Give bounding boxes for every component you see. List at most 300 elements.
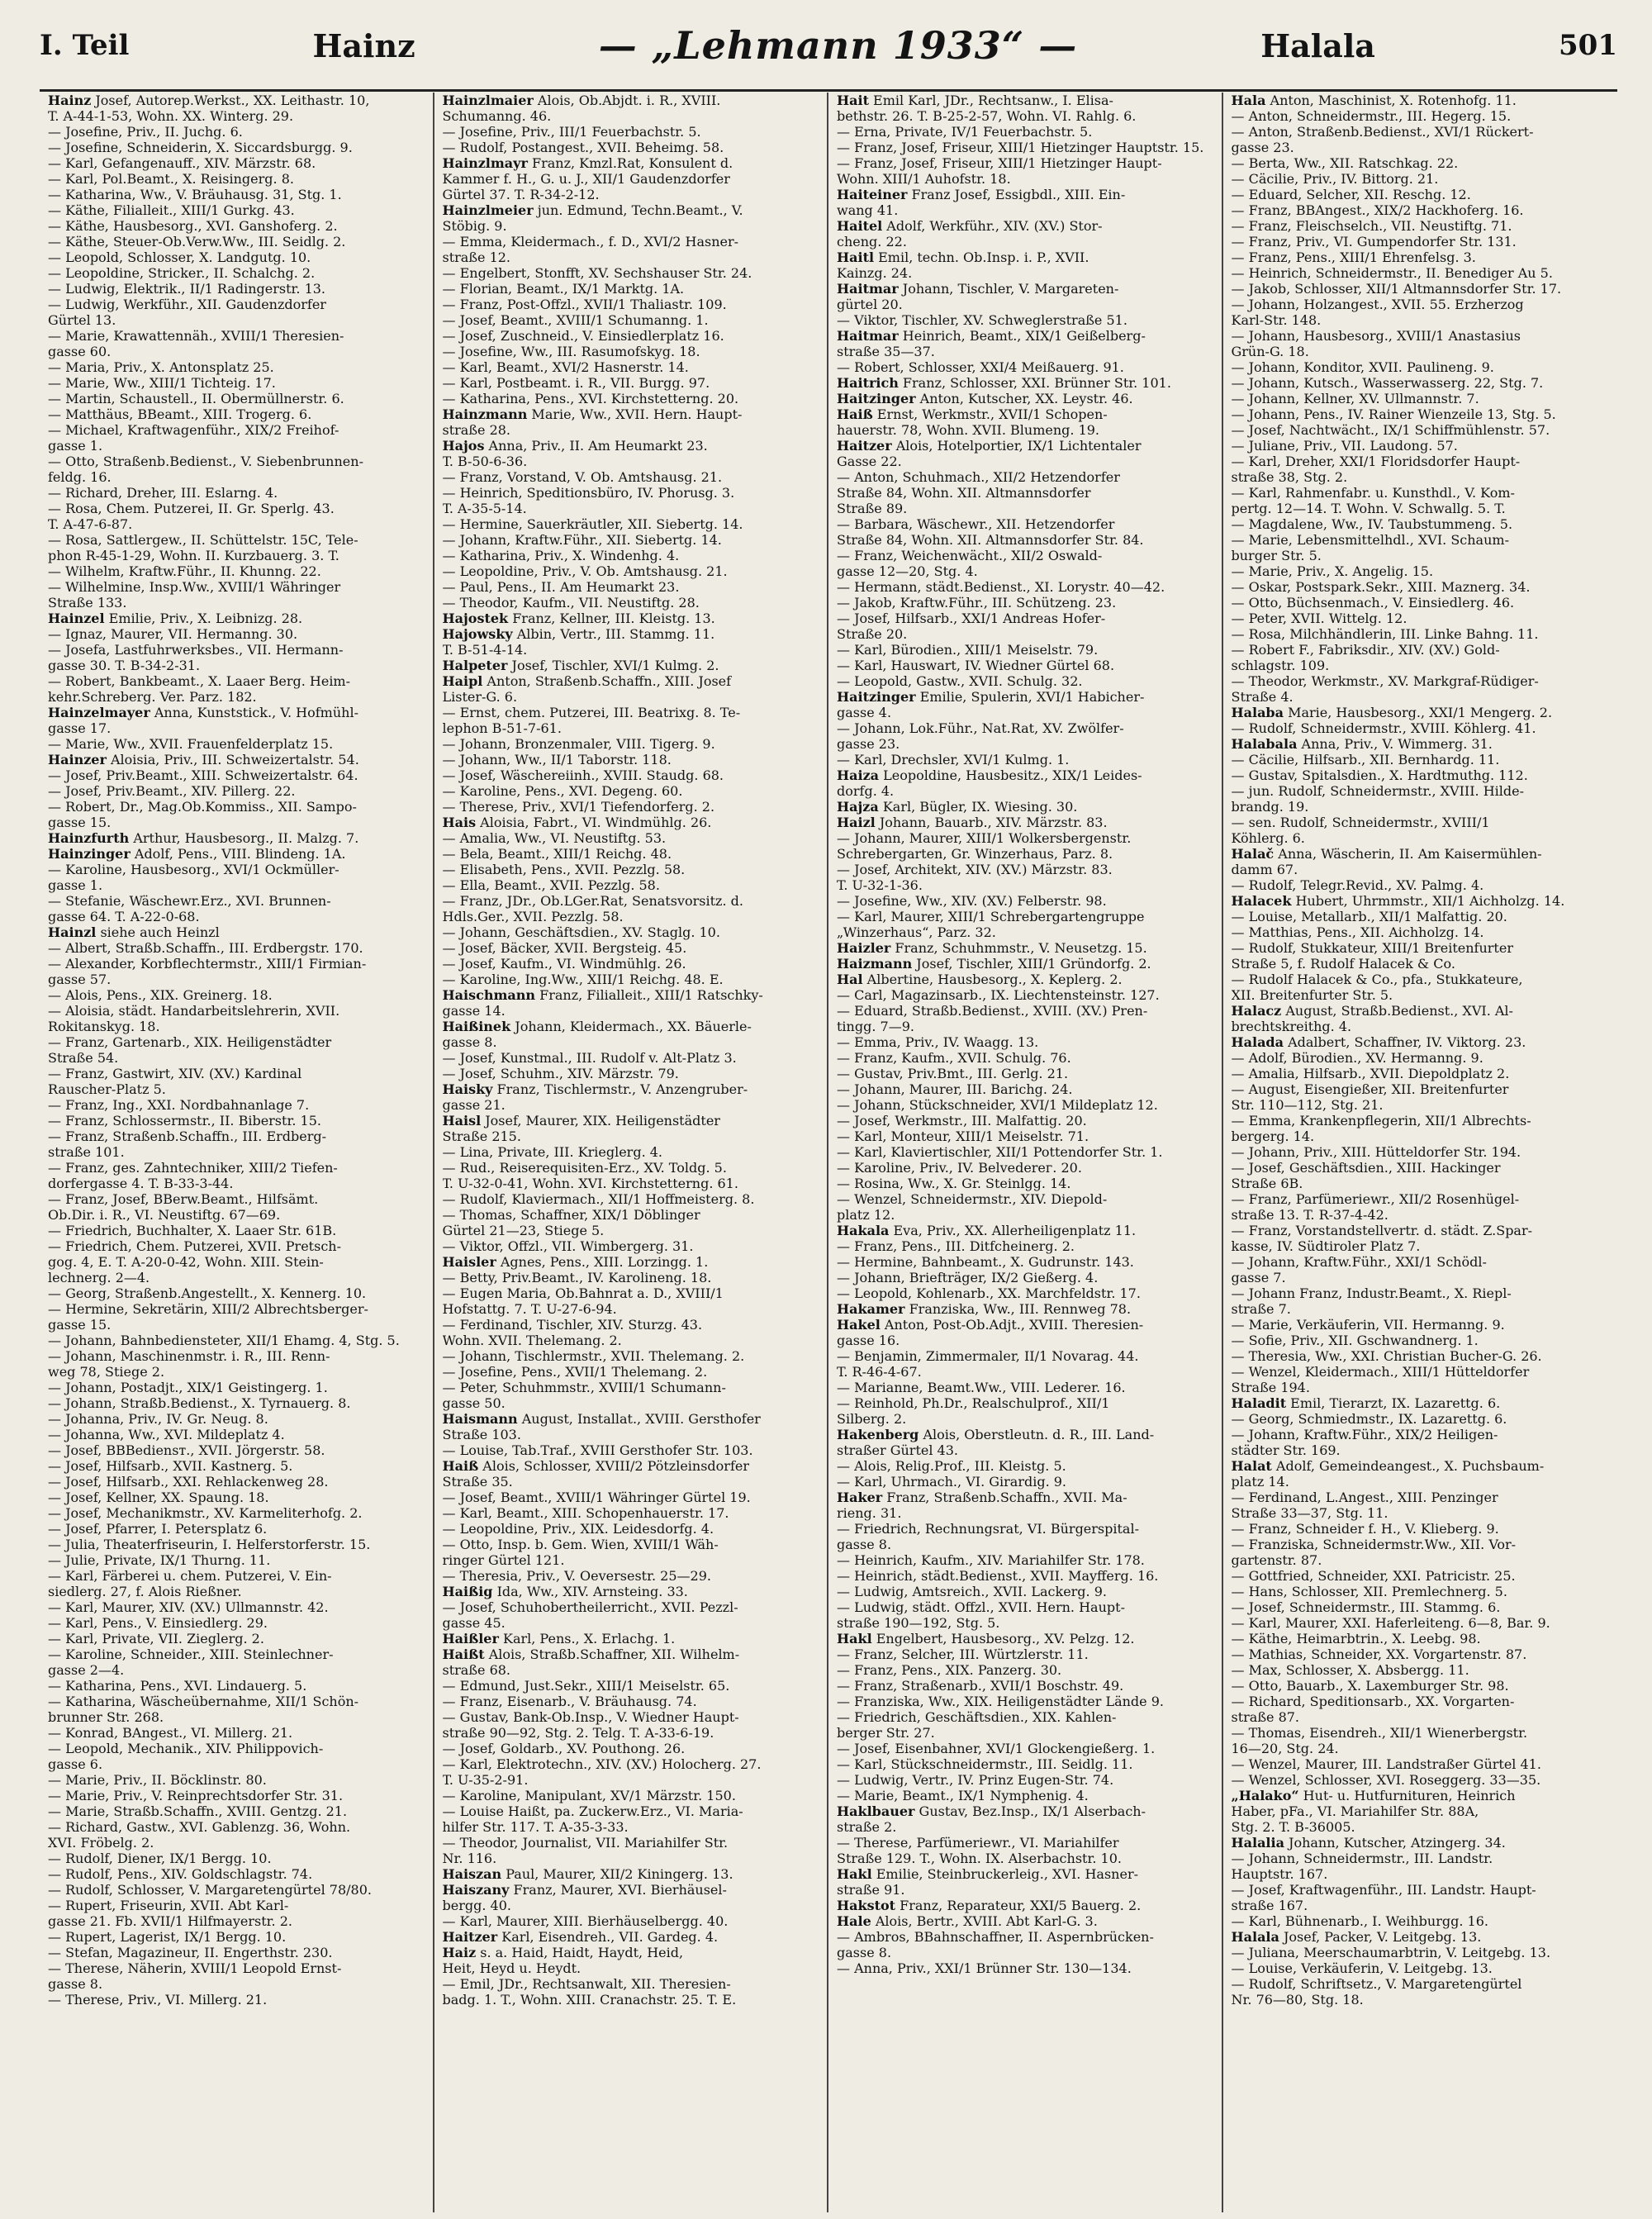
- entry-text: Stg. 2. T. B-36005.: [1231, 1819, 1355, 1835]
- entry-line: [1232, 501, 1612, 516]
- entry-text: — Leopoldine, Priv., V. Ob. Amtshausg. 21.: [442, 563, 728, 579]
- entry-line: [837, 1741, 1215, 1756]
- entry-surname-line: [837, 1223, 1215, 1238]
- entry-text: — Ludwig, Elektrik., II/1 Radingerstr. 13.: [48, 281, 326, 297]
- entry-surname: Haitzinger: [837, 391, 916, 406]
- entry-line: [443, 1317, 821, 1333]
- entry-text: — Peter, Schuhmmstr., XVIII/1 Schumann-: [442, 1380, 726, 1395]
- entry-text: Johann, Tischler, V. Margareten-: [898, 281, 1119, 297]
- entry-text: Aloisia, Priv., III. Schweizertalstr. 54.: [106, 752, 359, 767]
- entry-text: Anna, Priv., II. Am Heumarkt 23.: [484, 438, 708, 454]
- entry-text: Albertine, Hausbesorg., X. Keplerg. 2.: [862, 972, 1123, 987]
- entry-surname: Hainzinger: [48, 846, 131, 862]
- entry-line: [1232, 1756, 1612, 1772]
- entry-text: — Rudolf, Stukkateur, XIII/1 Breitenfurter: [1231, 940, 1513, 956]
- entry-line: [48, 1678, 426, 1694]
- entry-text: — Josefine, Pens., XVII/1 Thelemang. 2.: [442, 1364, 708, 1380]
- entry-surname-line: [443, 1019, 821, 1034]
- entry-text: — Therese, Priv., XVI/1 Tiefendorferg. 2.: [442, 799, 715, 815]
- entry-text: Johann, Bauarb., XIV. Märzstr. 83.: [875, 815, 1108, 830]
- entry-line: [1232, 1113, 1612, 1129]
- entry-line: [1232, 595, 1612, 611]
- entry-text: — Josef, Eisenbahner, XVI/1 Glockengießerg. 1.: [837, 1741, 1156, 1756]
- entry-line: [443, 375, 821, 391]
- entry-line: [1232, 532, 1612, 548]
- entry-surname-line: [837, 1631, 1215, 1646]
- entry-text: Franz, Straßenb.Schaffn., XVII. Ma-: [882, 1490, 1127, 1505]
- entry-text: — Karl, Pol.Beamt., X. Reisingerg. 8.: [48, 171, 294, 187]
- entry-text: — Karoline, Ing.Ww., XIII/1 Reichg. 48. E.: [442, 972, 724, 987]
- entry-line: [48, 1317, 426, 1333]
- entry-line: [837, 611, 1215, 626]
- entry-surname-line: [443, 1113, 821, 1129]
- entry-surname-line: [1232, 846, 1612, 862]
- entry-line: [837, 1254, 1215, 1270]
- entry-line: [837, 909, 1215, 924]
- entry-text: — Therese, Parfümeriewr., VI. Mariahilfer: [837, 1835, 1119, 1851]
- entry-surname: Hainzlmeier: [442, 202, 534, 218]
- entry-text: — August, Eisengießer, XII. Breitenfurter: [1231, 1081, 1509, 1097]
- entry-surname-line: [48, 705, 426, 720]
- entry-text: — Stefanie, Wäschewr.Erz., XVI. Brunnen-: [48, 893, 331, 909]
- entry-surname: Haklbauer: [837, 1803, 915, 1819]
- entry-text: straße 7.: [1231, 1301, 1291, 1317]
- entry-text: — Johann, Straßb.Bedienst., X. Tyrnauerg. 8.: [48, 1395, 351, 1411]
- entry-text: — Marie, Priv., V. Reinprechtsdorfer Str. 31.: [48, 1788, 344, 1803]
- entry-text: — Franz, Pens., XIX. Panzerg. 30.: [837, 1662, 1062, 1678]
- entry-line: [443, 893, 821, 909]
- entry-surname: Hait: [837, 93, 869, 108]
- entry-surname: Hajza: [837, 799, 879, 815]
- entry-surname: Hale: [837, 1913, 871, 1929]
- entry-text: — Alois, Relig.Prof., III. Kleistg. 5.: [837, 1458, 1066, 1474]
- entry-text: Karl, Pens., X. Erlachg. 1.: [498, 1631, 676, 1646]
- entry-surname: Haitel: [837, 218, 883, 234]
- entry-text: lephon B-51-7-61.: [442, 720, 562, 736]
- entry-text: gasse 21. Fb. XVII/1 Hilfmayerstr. 2.: [48, 1913, 292, 1929]
- entry-text: 16—20, Stg. 24.: [1231, 1741, 1339, 1756]
- entry-text: Anton, Straßenb.Schaffn., XIII. Josef: [482, 673, 732, 689]
- entry-line: [443, 1160, 821, 1176]
- entry-line: [48, 987, 426, 1003]
- entry-text: — Emma, Priv., IV. Waagg. 13.: [837, 1034, 1039, 1050]
- entry-line: [1232, 1427, 1612, 1442]
- entry-text: — Elisabeth, Pens., XVII. Pezzlg. 58.: [442, 862, 686, 877]
- entry-line: [443, 1505, 821, 1521]
- entry-text: — Franziska, Schneidermstr.Ww., XII. Vor-: [1231, 1537, 1517, 1552]
- entry-line: [443, 249, 821, 265]
- entry-text: T. A-47-6-87.: [48, 516, 133, 532]
- entry-text: — Thomas, Schaffner, XIX/1 Döblinger: [442, 1207, 700, 1223]
- entry-text: — Ferdinand, L.Angest., XIII. Penzinger: [1231, 1490, 1498, 1505]
- entry-text: Gürtel 21—23, Stiege 5.: [442, 1223, 605, 1238]
- entry-line: [443, 1599, 821, 1615]
- entry-surname: Hakstot: [837, 1898, 896, 1913]
- entry-line: [443, 1851, 821, 1866]
- entry-line: [443, 516, 821, 532]
- entry-text: — Franz, Gastwirt, XIV. (XV.) Kardinal: [48, 1066, 302, 1081]
- entry-surname: Hainzer: [48, 752, 107, 767]
- entry-text: — Paul, Pens., II. Am Heumarkt 23.: [442, 579, 680, 595]
- entry-text: — Gustav, Bank-Ob.Insp., V. Wiedner Haupt-: [442, 1709, 739, 1725]
- entry-text: — Georg, Straßenb.Angestellt., X. Kennerg. 10.: [48, 1285, 367, 1301]
- entry-text: — Franz, Selcher, III. Würtzlerstr. 11.: [837, 1646, 1089, 1662]
- entry-surname-line: [443, 1929, 821, 1945]
- entry-text: Kainzg. 24.: [837, 265, 913, 281]
- entry-text: Aloisia, Fabrt., VI. Windmühlg. 26.: [476, 815, 712, 830]
- entry-surname-line: [837, 1866, 1215, 1882]
- entry-text: — Jakob, Kraftw.Führ., III. Schützeng. 23.: [837, 595, 1117, 611]
- entry-line: [837, 1207, 1215, 1223]
- entry-text: August, Installat., XVIII. Gersthofer: [517, 1411, 761, 1427]
- entry-line: [443, 1003, 821, 1019]
- entry-line: [48, 1081, 426, 1097]
- entry-text: — Josefine, Priv., II. Juchg. 6.: [48, 124, 243, 140]
- entry-line: [1232, 579, 1612, 595]
- entry-line: [1232, 218, 1612, 234]
- entry-text: — Franziska, Ww., XIX. Heiligenstädter Lände 9.: [837, 1694, 1164, 1709]
- entry-text: — Karl, Bürodien., XIII/1 Meiselstr. 79.: [837, 642, 1099, 658]
- entry-text: straße 68.: [442, 1662, 511, 1678]
- entry-text: — Marie, Straßb.Schaffn., XVIII. Gentzg. 21.: [48, 1803, 348, 1819]
- entry-text: Gustav, Bez.Insp., IX/1 Alserbach-: [914, 1803, 1146, 1819]
- entry-text: gasse 17.: [48, 720, 112, 736]
- entry-text: — Eduard, Selcher, XII. Reschg. 12.: [1231, 187, 1471, 202]
- entry-line: [48, 265, 426, 281]
- entry-line: [1232, 830, 1612, 846]
- entry-line: [48, 1584, 426, 1599]
- entry-surname: Haisler: [442, 1254, 496, 1270]
- entry-surname: Haiszan: [442, 1866, 502, 1882]
- entry-line: [837, 1599, 1215, 1615]
- entry-text: Anton, Kutscher, XX. Leystr. 46.: [915, 391, 1133, 406]
- entry-text: — Johann, Lok.Führ., Nat.Rat, XV. Zwölfer-: [837, 720, 1124, 736]
- entry-surname-line: [443, 987, 821, 1003]
- entry-text: Straße 5, f. Rudolf Halacek & Co.: [1231, 956, 1455, 972]
- entry-surname-line: [443, 202, 821, 218]
- entry-text: Anton, Post-Ob.Adjt., XVIII. Theresien-: [880, 1317, 1144, 1333]
- entry-text: — Theodor, Kaufm., VII. Neustiftg. 28.: [442, 595, 700, 611]
- entry-surname: Haiszany: [442, 1882, 510, 1898]
- entry-surname-line: [48, 830, 426, 846]
- entry-line: [837, 1756, 1215, 1772]
- entry-text: Agnes, Pens., XIII. Lorzingg. 1.: [496, 1254, 709, 1270]
- entry-text: — Josef, Kunstmal., III. Rudolf v. Alt-Platz 3.: [442, 1050, 737, 1066]
- entry-text: — Katharina, Pens., XVI. Kirchstetterng. 20.: [442, 391, 739, 406]
- entry-text: — Reinhold, Ph.Dr., Realschulprof., XII/1: [837, 1395, 1110, 1411]
- entry-text: — Sofie, Priv., XII. Gschwandnerg. 1.: [1231, 1333, 1479, 1348]
- entry-surname: Haitrich: [837, 375, 899, 391]
- entry-text: gasse 16.: [837, 1333, 900, 1348]
- entry-text: — Josef, Pfarrer, I. Petersplatz 6.: [48, 1521, 268, 1537]
- entry-line: [837, 877, 1215, 893]
- entry-line: [837, 1474, 1215, 1490]
- entry-line: [48, 1160, 426, 1176]
- entry-text: gasse 30. T. B-34-2-31.: [48, 658, 201, 673]
- entry-line: [837, 1521, 1215, 1537]
- entry-surname-line: [443, 1882, 821, 1898]
- entry-surname: Haiß: [442, 1458, 479, 1474]
- entry-surname-line: [443, 155, 821, 171]
- entry-line: [443, 234, 821, 249]
- entry-line: [837, 1003, 1215, 1019]
- entry-line: [48, 673, 426, 689]
- entry-text: gürtel 20.: [837, 297, 903, 312]
- entry-line: [837, 344, 1215, 359]
- entry-line: [1232, 1223, 1612, 1238]
- entry-text: — Johanna, Ww., XVI. Mildeplatz 4.: [48, 1427, 285, 1442]
- column-1: [40, 93, 434, 2212]
- entry-line: [443, 830, 821, 846]
- entry-line: [837, 171, 1215, 187]
- entry-surname-line: [48, 611, 426, 626]
- entry-text: — Cäcilie, Hilfsarb., XII. Bernhardg. 11.: [1231, 752, 1500, 767]
- entry-text: — Theodor, Werkmstr., XV. Markgraf-Rüdiger-: [1231, 673, 1539, 689]
- entry-line: [48, 736, 426, 752]
- entry-text: — Rosa, Milchhändlerin, III. Linke Bahng. 11.: [1231, 626, 1539, 642]
- entry-line: [443, 1395, 821, 1411]
- entry-text: siedlerg. 27, f. Alois Rießner.: [48, 1584, 242, 1599]
- entry-surname: Haischmann: [442, 987, 536, 1003]
- entry-line: [1232, 391, 1612, 406]
- entry-line: [48, 1709, 426, 1725]
- entry-text: Franz, Maurer, XVI. Bierhäusel-: [509, 1882, 727, 1898]
- entry-line: [443, 1301, 821, 1317]
- entry-text: — Karl, Maurer, XXI. Haferleiteng. 6—8, Bar. 9.: [1231, 1615, 1550, 1631]
- entry-text: — Bela, Beamt., XIII/1 Reichg. 48.: [442, 846, 672, 862]
- entry-text: gasse 50.: [442, 1395, 506, 1411]
- entry-line: [1232, 1411, 1612, 1427]
- entry-line: [1232, 454, 1612, 469]
- entry-surname: Haitzer: [837, 438, 892, 454]
- entry-surname-line: [1232, 1003, 1612, 1019]
- entry-line: [1232, 1144, 1612, 1160]
- entry-text: — Marie, Verkäuferin, VII. Hermanng. 9.: [1231, 1317, 1505, 1333]
- entry-text: — Karoline, Hausbesorg., XVI/1 Ockmüller-: [48, 862, 339, 877]
- entry-text: — Emil, JDr., Rechtsanwalt, XII. Theresien-: [442, 1976, 731, 1992]
- entry-text: — Josef, Kaufm., VI. Windmühlg. 26.: [442, 956, 686, 972]
- entry-line: [837, 501, 1215, 516]
- entry-line: [1232, 469, 1612, 485]
- entry-surname: Hajostek: [442, 611, 509, 626]
- entry-text: Arthur, Hausbesorg., II. Malzg. 7.: [129, 830, 359, 846]
- entry-text: Emil Karl, JDr., Rechtsanw., I. Elisa-: [868, 93, 1113, 108]
- entry-surname: Hakala: [837, 1223, 890, 1238]
- entry-line: [1232, 1490, 1612, 1505]
- entry-text: Stöbig. 9.: [442, 218, 507, 234]
- entry-line: [48, 862, 426, 877]
- entry-text: — Rosina, Ww., X. Gr. Steinlgg. 14.: [837, 1176, 1071, 1191]
- entry-surname: Hainzmann: [442, 406, 528, 422]
- entry-text: — Eduard, Straßb.Bedienst., XVIII. (XV.) Pren-: [837, 1003, 1148, 1019]
- entry-text: — Franz, Vorstand, V. Ob. Amtshausg. 21.: [442, 469, 723, 485]
- entry-text: straße 190—192, Stg. 5.: [837, 1615, 1000, 1631]
- entry-line: [837, 1160, 1215, 1176]
- entry-line: [48, 595, 426, 611]
- entry-surname-line: [837, 1913, 1215, 1929]
- entry-text: — Louise, Tab.Traf., XVIII Gersthofer Str. 103.: [442, 1442, 753, 1458]
- entry-text: „Winzerhaus“, Parz. 32.: [837, 924, 996, 940]
- entry-text: gasse 7.: [1231, 1270, 1286, 1285]
- entry-line: [1232, 1960, 1612, 1976]
- entry-line: [48, 1913, 426, 1929]
- entry-line: [48, 1097, 426, 1113]
- part-label: I. Teil: [40, 29, 130, 62]
- entry-text: — Karl, Postbeamt. i. R., VII. Burgg. 97.: [442, 375, 710, 391]
- entry-text: — Richard, Speditionsarb., XX. Vorgarten-: [1231, 1694, 1515, 1709]
- entry-line: [443, 846, 821, 862]
- entry-line: [48, 799, 426, 815]
- entry-text: — Michael, Kraftwagenführ., XIX/2 Freihof-: [48, 422, 339, 438]
- entry-line: [48, 1380, 426, 1395]
- entry-text: gasse 57.: [48, 972, 112, 987]
- entry-surname-line: [443, 1584, 821, 1599]
- entry-line: [837, 1882, 1215, 1898]
- entry-text: — Josefine, Ww., XIV. (XV.) Felberstr. 98.: [837, 893, 1107, 909]
- entry-line: [1232, 1301, 1612, 1317]
- entry-line: [443, 1442, 821, 1458]
- entry-surname: Haitl: [837, 249, 875, 265]
- entry-line: [837, 830, 1215, 846]
- entry-text: straße 2.: [837, 1819, 897, 1835]
- entry-line: [48, 1835, 426, 1851]
- entry-line: [837, 893, 1215, 909]
- entry-text: Hdls.Ger., XVII. Pezzlg. 58.: [442, 909, 624, 924]
- entry-line: [1232, 516, 1612, 532]
- entry-text: T. R-46-4-67.: [837, 1364, 922, 1380]
- entry-surname: Haißler: [442, 1631, 499, 1646]
- entry-line: [1232, 1631, 1612, 1646]
- entry-text: bethstr. 26. T. B-25-2-57, Wohn. VI. Rahlg. 6.: [837, 108, 1137, 124]
- entry-line: [443, 1788, 821, 1803]
- entry-text: Franz, Kellner, III. Kleistg. 13.: [508, 611, 715, 626]
- entry-line: [48, 1851, 426, 1866]
- entry-text: — Franz, Josef, Friseur, XIII/1 Hietzinger Hauptstr. 15.: [837, 140, 1204, 155]
- entry-text: — Aloisia, städt. Handarbeitslehrerin, XVII.: [48, 1003, 340, 1019]
- entry-text: — Johann, Maschinenmstr. i. R., III. Renn-: [48, 1348, 330, 1364]
- entry-text: — Johann, Briefträger, IX/2 Gießerg. 4.: [837, 1270, 1099, 1285]
- entry-text: gasse 15.: [48, 1317, 112, 1333]
- entry-line: [837, 1066, 1215, 1081]
- entry-line: [48, 767, 426, 783]
- entry-text: hilfer Str. 117. T. A-35-3-33.: [442, 1819, 629, 1835]
- entry-surname-line: [443, 673, 821, 689]
- entry-text: — Franz, Schlossermstr., II. Biberstr. 15.: [48, 1113, 321, 1129]
- entry-surname: Haker: [837, 1490, 883, 1505]
- entry-surname: Haiß: [837, 406, 873, 422]
- entry-line: [1232, 1019, 1612, 1034]
- entry-line: [1232, 312, 1612, 328]
- entry-text: — Franz, Weichenwächt., XII/2 Oswald-: [837, 548, 1103, 563]
- entry-line: [1232, 877, 1612, 893]
- entry-text: — Otto, Insp. b. Gem. Wien, XVIII/1 Wäh-: [442, 1537, 719, 1552]
- entry-text: — Leopold, Mechanik., XIV. Philippovich-: [48, 1741, 324, 1756]
- entry-surname: Hajowsky: [442, 626, 513, 642]
- entry-surname-line: [443, 815, 821, 830]
- entry-line: [1232, 438, 1612, 454]
- entry-line: [837, 987, 1215, 1003]
- entry-text: brechtskreithg. 4.: [1231, 1019, 1352, 1034]
- entry-text: — Otto, Straßenb.Bedienst., V. Siebenbrunnen-: [48, 454, 363, 469]
- entry-line: [1232, 1772, 1612, 1788]
- entry-line: [837, 1364, 1215, 1380]
- entry-text: — Josef, Bäcker, XVII. Bergsteig. 45.: [442, 940, 687, 956]
- entry-line: [48, 1254, 426, 1270]
- entry-line: [1232, 720, 1612, 736]
- entry-text: — sen. Rudolf, Schneidermstr., XVIII/1: [1231, 815, 1490, 830]
- entry-line: [1232, 767, 1612, 783]
- entry-surname-line: [443, 1254, 821, 1270]
- entry-line: [837, 454, 1215, 469]
- entry-text: — Karl, Uhrmach., VI. Girardig. 9.: [837, 1474, 1067, 1490]
- entry-line: [1232, 909, 1612, 924]
- entry-line: [443, 422, 821, 438]
- entry-surname: Hainzel: [48, 611, 105, 626]
- entry-line: [48, 579, 426, 595]
- entry-text: — Johann, Priv., XIII. Hütteldorfer Str. 194.: [1231, 1144, 1521, 1160]
- entry-text: Anna, Wäscherin, II. Am Kaisermühlen-: [1274, 846, 1542, 862]
- entry-line: [1232, 1584, 1612, 1599]
- entry-text: — Marie, Priv., X. Angelig. 15.: [1231, 563, 1434, 579]
- entry-line: [48, 1144, 426, 1160]
- entry-text: Wohn. XIII/1 Auhofstr. 18.: [837, 171, 1011, 187]
- entry-line: [443, 281, 821, 297]
- entry-text: Straße 133.: [48, 595, 127, 611]
- entry-text: — Juliane, Priv., VII. Laudong. 57.: [1231, 438, 1458, 454]
- entry-line: [48, 1113, 426, 1129]
- entry-text: Ida, Ww., XIV. Arnsteing. 33.: [492, 1584, 688, 1599]
- entry-surname-line: [48, 924, 426, 940]
- entry-text: — Therese, Priv., VI. Millerg. 21.: [48, 1992, 268, 2008]
- entry-line: [1232, 673, 1612, 689]
- entry-text: Silberg. 2.: [837, 1411, 907, 1427]
- entry-surname-line: [837, 218, 1215, 234]
- entry-text: — Karl, Stückschneidermstr., III. Seidlg. 11.: [837, 1756, 1133, 1772]
- entry-line: [443, 1819, 821, 1835]
- entry-text: — Katharina, Ww., V. Bräuhausg. 31, Stg. 1.: [48, 187, 342, 202]
- entry-surname-line: [837, 438, 1215, 454]
- entry-line: [837, 1537, 1215, 1552]
- entry-text: Straße 4.: [1231, 689, 1294, 705]
- entry-text: Emil, techn. Ob.Insp. i. P., XVII.: [874, 249, 1089, 265]
- entry-text: — Karoline, Pens., XVI. Degeng. 60.: [442, 783, 683, 799]
- entry-line: [1232, 249, 1612, 265]
- entry-text: Josef, Tischler, XIII/1 Gründorfg. 2.: [912, 956, 1151, 972]
- entry-text: Emil, Tierarzt, IX. Lazarettg. 6.: [1286, 1395, 1501, 1411]
- entry-text: — Karl, Beamt., XVI/2 Hasnerstr. 14.: [442, 359, 689, 375]
- entry-line: [1232, 328, 1612, 344]
- entry-line: [48, 563, 426, 579]
- entry-text: gasse 64. T. A-22-0-68.: [48, 909, 200, 924]
- entry-text: Straße 89.: [837, 501, 908, 516]
- entry-line: [48, 422, 426, 438]
- entry-line: [837, 359, 1215, 375]
- entry-line: [443, 532, 821, 548]
- entry-line: [837, 1081, 1215, 1097]
- entry-surname-line: [837, 328, 1215, 344]
- entry-text: — Ella, Beamt., XVII. Pezzlg. 58.: [442, 877, 660, 893]
- entry-text: feldg. 16.: [48, 469, 112, 485]
- entry-surname: Halabala: [1231, 736, 1298, 752]
- entry-line: [1232, 1364, 1612, 1380]
- entry-line: [48, 1631, 426, 1646]
- entry-text: Franz, Reparateur, XXI/5 Bauerg. 2.: [895, 1898, 1142, 1913]
- entry-line: [443, 783, 821, 799]
- entry-line: [48, 815, 426, 830]
- entry-text: Schumanng. 46.: [442, 108, 552, 124]
- entry-text: — Josef, Beamt., XVIII/1 Währinger Gürtel 19.: [442, 1490, 751, 1505]
- entry-text: gasse 1.: [48, 438, 103, 454]
